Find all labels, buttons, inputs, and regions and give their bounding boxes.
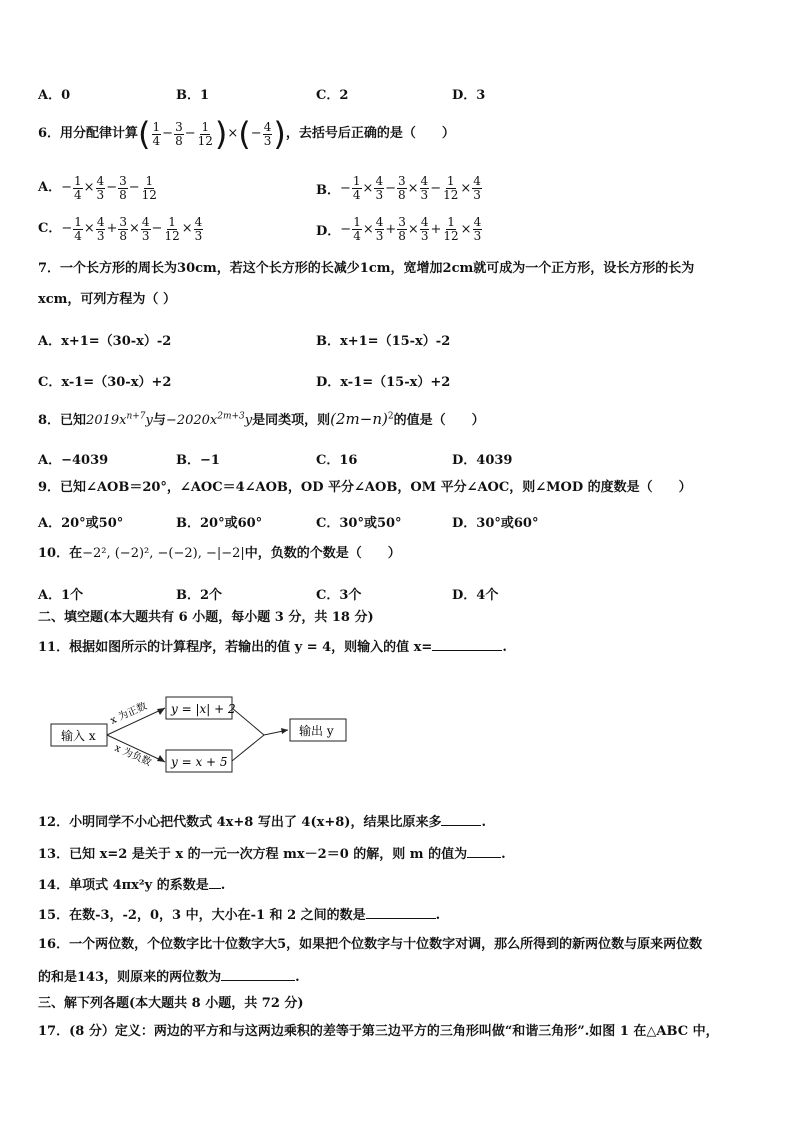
q7-option-c: C．x-1=（30-x）+2 (38, 375, 172, 390)
bottom-formula: y = x + 5 (171, 755, 228, 769)
q9-stem: 9．已知∠AOB＝20°，∠AOC＝4∠AOB，OD 平分∠AOB，OM 平分∠AOC，则∠MOD 的度数是（ ） (38, 480, 692, 495)
q8-option-a: A．−4039 (38, 453, 109, 468)
answer-blank[interactable] (366, 906, 436, 919)
q6-prefix: 6．用分配律计算 (38, 126, 139, 142)
q7-line2: xcm，可列方程为（ ） (38, 292, 176, 307)
fraction: $\frac{1}{12}$ (197, 119, 213, 148)
q6-suffix: ，去括号后正确的是（ ） (285, 126, 455, 142)
q11-flow-chart (40, 688, 370, 780)
q6-option-b: B． − $\frac{1}{4}$ × $\frac{4}{3}$ − $\frac{3}{8}$ × $\frac{4}{3}$ − $\frac{1}{12}$ × $\frac{4}{3}$ (316, 174, 481, 202)
q5-option-b: B．1 (176, 88, 210, 103)
fraction: $\frac{3}{8}$ (175, 119, 183, 148)
q15-stem: 15．在数-3，-2，0，3 中，大小在-1 和 2 之间的数是 . (38, 908, 441, 923)
bottom-branch-label: x 为负数 (112, 742, 153, 769)
answer-blank[interactable] (467, 845, 501, 858)
q7-option-a: A．x+1=（30-x）-2 (38, 334, 172, 349)
q9-option-c: C．30°或50° (316, 516, 402, 531)
q8-option-d: D．4039 (452, 453, 513, 468)
q9-option-b: B．20°或60° (176, 516, 263, 531)
section-heading-fill-in: 二、填空题(本大题共有 6 小题，每小题 3 分，共 18 分) (38, 610, 374, 625)
q10-option-a: A．1个 (38, 588, 84, 603)
q7-line1: 7．一个长方形的周长为30cm，若这个长方形的长减少1cm，宽增加2cm就可成为一个正方形，设长方形的长为 (38, 261, 695, 276)
q5-option-a: A．0 (38, 88, 71, 103)
answer-blank[interactable] (221, 968, 295, 981)
q9-option-d: D．30°或60° (452, 516, 539, 531)
answer-blank[interactable] (432, 638, 502, 651)
q10-option-c: C．3个 (316, 588, 362, 603)
q7-option-b: B．x+1=（15-x）-2 (316, 334, 451, 349)
q6-option-a: A． − $\frac{1}{4}$ × $\frac{4}{3}$ − $\frac{3}{8}$ − $\frac{1}{12}$ (38, 174, 157, 202)
q8-option-b: B．−1 (176, 453, 220, 468)
q5-option-d: D．3 (452, 88, 486, 103)
top-formula: y = |x| + 2 (171, 702, 236, 716)
q16-line1: 16．一个两位数，个位数字比十位数字大5，如果把个位数字与十位数字对调，那么所得到的新两位数与原来两位数 (38, 937, 703, 952)
answer-blank[interactable] (441, 813, 481, 826)
output-label: 输出 y (299, 724, 334, 738)
q13-stem: 13．已知 x=2 是关于 x 的一元一次方程 mx－2＝0 的解，则 m 的值为 . (38, 847, 506, 862)
input-label: 输入 x (61, 729, 96, 743)
q12-stem: 12．小明同学不小心把代数式 4x+8 写出了 4(x+8)，结果比原来多 . (38, 815, 486, 830)
q17-stem: 17．(8 分）定义：两边的平方和与这两边乘积的差等于第三边平方的三角形叫做“和谐三角形”.如图 1 在△ABC 中， (38, 1024, 719, 1039)
top-branch-label: x 为正数 (108, 700, 149, 727)
q6-stem: 6．用分配律计算 ( $\frac{1}{4}$ − $\frac{3}{8}$ − $\frac{1}{12}$ ) × ( − $\frac{4}{3}$ ) ，去括号后正确的是（ ） (38, 115, 455, 153)
answer-blank[interactable] (209, 876, 221, 889)
section-heading-solve: 三、解下列各题(本大题共 8 小题，共 72 分) (38, 996, 304, 1011)
fraction: $\frac{4}{3}$ (263, 119, 272, 148)
q11-stem: 11．根据如图所示的计算程序，若输出的值 y = 4，则输入的值 x= . (38, 640, 507, 655)
q6-option-c: C． − $\frac{1}{4}$ × $\frac{4}{3}$ + $\frac{3}{8}$ × $\frac{4}{3}$ − $\frac{1}{12}$ × $\frac{4}{3}$ (38, 215, 203, 243)
q14-stem: 14．单项式 4πx²y 的系数是 . (38, 878, 226, 893)
q9-option-a: A．20°或50° (38, 516, 124, 531)
q6-option-d: D． − $\frac{1}{4}$ × $\frac{4}{3}$ + $\frac{3}{8}$ × $\frac{4}{3}$ + $\frac{1}{12}$ × $\frac{4}{3}$ (316, 215, 482, 243)
q16-line2: 的和是143，则原来的两位数为 . (38, 970, 300, 985)
q7-option-d: D．x-1=（15-x）+2 (316, 375, 451, 390)
q8-option-c: C．16 (316, 453, 358, 468)
q8-stem: 8．已知$2019x^{n+7}y$与$-2020x^{2m+3}y$是同类项，则$(2m-n)^2$的值是（ ） (38, 410, 485, 428)
fraction: $\frac{1}{4}$ (152, 119, 161, 148)
q5-option-c: C．2 (316, 88, 349, 103)
q10-option-b: B．2个 (176, 588, 223, 603)
q10-stem: 10．在−2², (−2)², −(−2), −|−2|中，负数的个数是（ ） (38, 546, 401, 561)
q10-option-d: D．4个 (452, 588, 499, 603)
